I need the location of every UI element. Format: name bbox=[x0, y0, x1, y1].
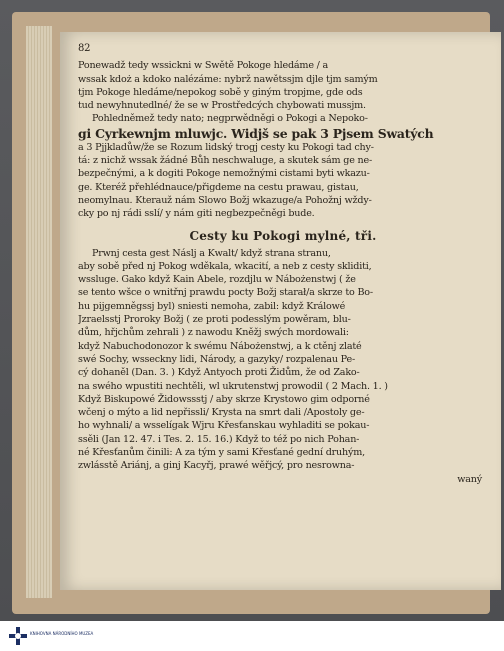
text-line: ho wyhnali/ a wsselígak Wjru Křesťanskau wyhladiti se pokau- bbox=[78, 420, 370, 432]
text-line-emphasis: gi Cyrkewnjm mluwjc. Widjš se pak 3 Pjsem Swatých bbox=[78, 125, 434, 141]
book-page bbox=[60, 32, 501, 590]
text-line: wssluge. Gako když Kain Abele, rozdjlu w Nábożenstwj ( že bbox=[78, 274, 356, 286]
section-title: Cesty ku Pokogi mylné, tři. bbox=[189, 228, 377, 243]
paragraph-3 bbox=[78, 247, 488, 486]
text-line: na swého wpustiti nechtěli, wl ukrutenstwj prowodil ( 2 Mach. 1. ) bbox=[78, 380, 388, 392]
text-line: když Nabuchodonozor k swému Nábożenstwj, a k ctěnj zlaté bbox=[78, 340, 362, 352]
text-line: swé Sochy, wsseckny lidi, Národy, a gazyky/ rozpalenau Pe- bbox=[78, 353, 355, 365]
text-line: a 3 Pjjkladůw/že se Rozum lidský trogj cesty ku Pokogi tad chy- bbox=[78, 141, 374, 153]
text-line: Prwnj cesta gest Náslj a Kwalt/ když strana stranu, bbox=[92, 247, 331, 259]
text-line: zwlásstě Ariánj, a ginj Kacyřj, prawé wěřjcý, pro nesrowna- bbox=[78, 460, 355, 472]
library-logo-icon bbox=[6, 624, 30, 648]
text-line: wčenj o mýto a lid nepřissli/ Krysta na smrt dali /Apostoly ge- bbox=[78, 407, 365, 419]
text-line: Pohledněmež tedy nato; negprwědněgi o Pokogi a Nepoko- bbox=[92, 113, 368, 125]
text-line: Jzraelsstj Proroky Božj ( ze proti podesslým powěram, blu- bbox=[78, 314, 351, 326]
text-line: Když Biskupowé Židowssstj / aby skrze Krystowo gim odporné bbox=[78, 393, 370, 405]
text-line: cky po nj rádi sslí/ y nám giti negbezpečněgi bude. bbox=[78, 208, 315, 220]
text-line: ge. Kteréž přehlédnauce/přigdeme na cestu prawau, gistau, bbox=[78, 181, 359, 193]
footer-bar bbox=[0, 621, 504, 651]
text-line: né Křesťanům činili: A za tým y sami Křesťané gední druhým, bbox=[78, 447, 365, 459]
text-line: dům, hřjchům zehrali ) z nawodu Kněžj swých mordowali: bbox=[78, 327, 349, 339]
text-line: wssak kdoż a kdoko nalézáme: nybrž nawětssjm djle tjm samým bbox=[78, 73, 378, 85]
text-line: se tento wšce o wnitřnj prawdu pocty Božj starał/a skrze to Bo- bbox=[78, 287, 373, 299]
text-line: cý dohaněl (Dan. 3. ) Když Antyoch proti Židům, že od Zako- bbox=[78, 367, 360, 379]
text-line: ssěli (Jan 12. 47. i Tes. 2. 15. 16.) Když to též po nich Pohan- bbox=[78, 433, 360, 445]
paragraph-1 bbox=[78, 59, 488, 112]
text-line: tjm Pokoge hledáme/nepokog sobě y giným tropjme, gde ods bbox=[78, 86, 363, 98]
text-line: tá: z nichž wssak žádné Bůh neschwaluge, a skutek sám ge ne- bbox=[78, 155, 373, 167]
text-line: tud newyhnutedlné/ že se w Prostředcých chybowati mussjm. bbox=[78, 100, 366, 112]
text-line: bezpečnými, a k dogiti Pokoge nemožnými cistami byti wkazu- bbox=[78, 168, 370, 180]
paragraph-2 bbox=[78, 112, 488, 220]
page-text bbox=[78, 42, 488, 486]
text-line: Ponewadž tedy wssickni w Swětě Pokoge hledáme / a bbox=[78, 60, 329, 72]
library-stamp-text: KNIHOVNA NÁRODNÍHO MUZEA bbox=[30, 631, 94, 636]
text-line: neomylnau. Kterauž nám Slowo Božj wkazuge/a Pohožnj wždy- bbox=[78, 194, 372, 206]
page-edges bbox=[26, 26, 52, 598]
catchword: waný bbox=[457, 473, 482, 485]
text-line: hu pijgemněgssj byl) sniesti nemoha, zabil: když Králowé bbox=[78, 300, 346, 312]
text-line: aby sobě před nj Pokog wděkala, wkacití, a neb z cesty skliditi, bbox=[78, 260, 372, 272]
page-number: 82 bbox=[78, 43, 91, 54]
